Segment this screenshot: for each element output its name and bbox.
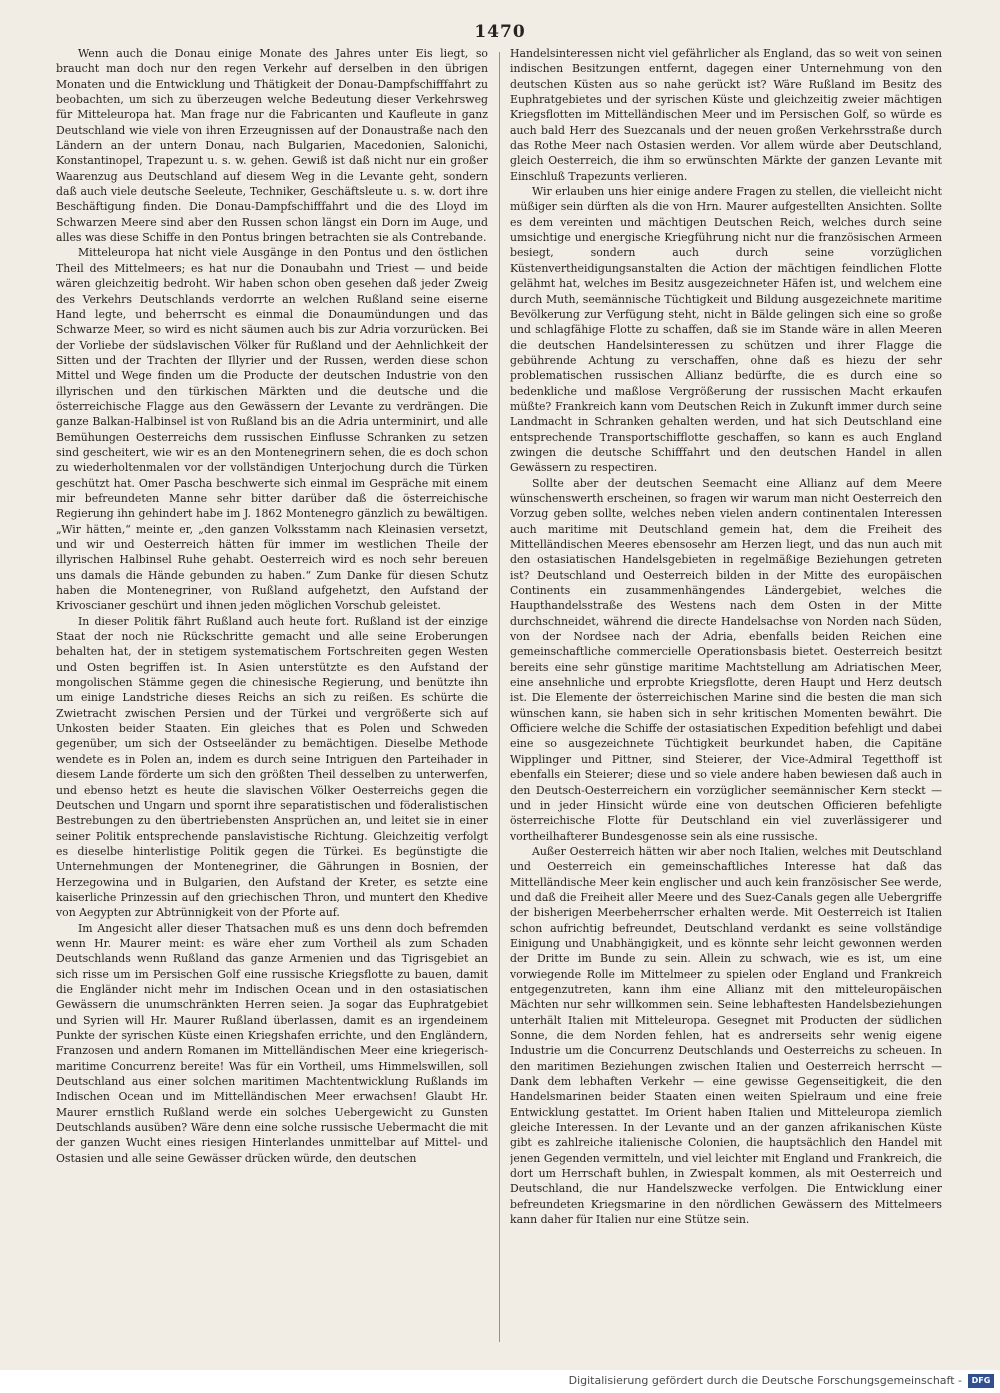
right-paragraph-1: Wir erlauben uns hier einige andere Fragen zu stellen, die vielleicht nicht müßiger sein dürften als die von Hrn. Maurer aufgestellten Ansichten. Sollte es dem vereinten und mächtigen Deutschen Reich, welches durch seine umsichtige und energische Kriegführung nicht nur die französischen Armeen besiegt, sondern auch durch seine vorzüglichen Küstenvertheidigungsanstalten die Action der mächtigen feindlichen Flotte gelähmt hat, welches im Besitz ausgezeichneter Häfen ist, und welchem eine durch Muth, seemännische Tüchtigkeit und Bildung ausgezeichnete maritime Bevölkerung zur Verfügung steht, nicht in Bälde gelingen sich eine so große und schlagfähige Flotte zu schaffen, daß sie im Stande wäre in allen Meeren die deutschen Handelsinteressen zu schützen und ihrer Flagge die gebührende Achtung zu verschaffen, ohne daß es hiezu der sehr problematischen russischen Allianz bedürfte, die es durch eine so bedenkliche und maßlose Vergrößerung der russischen Macht erkaufen müßte? Frankreich kann vom Deutschen Reich in Zukunft immer durch seine Landmacht in Schranken gehalten werden, und hat sich Deutschland eine entsprechende Transportschifflotte geschaffen, so kann es auch England zwingen die deutsche Schifffahrt und den deutschen Handel in allen Gewässern zu respectiren. (510, 185, 942, 475)
page-number: 1470 (474, 22, 526, 42)
right-paragraph-2: Sollte aber der deutschen Seemacht eine Allianz auf dem Meere wünschenswerth erscheinen, so fragen wir warum man nicht Oesterreich den Vorzug geben sollte, welches neben vielen andern continentalen Interessen auch maritime mit Deutschland gemein hat, dem die Freiheit des Mittelländischen Meeres ebensosehr am Herzen liegt, und das nun auch mit den ostasiatischen Handelsgebieten in regelmäßige Beziehungen getreten ist? Deutschland und Oesterreich bilden in der Mitte des europäischen Continents ein zusammenhängendes Ländergebiet, welches die Haupthandelsstraße des Westens nach dem Osten in der Mitte durchschneidet, während die directe Handelsachse von Norden nach Süden, von der Nordsee nach der Adria, ebenfalls beiden Reichen eine gemeinschaftliche commercielle Operationsbasis bietet. Oesterreich besitzt bereits eine sehr günstige maritime Machtstellung am Adriatischen Meer, eine ansehnliche und erprobte Kriegsflotte, deren Haupt und Herz deutsch ist. Die Elemente der österreichischen Marine sind die besten die man sich wünschen kann, sie haben sich in sehr kritischen Momenten bewährt. Die Officiere welche die Schiffe der ostasiatischen Expedition befehligt und dabei eine so ausgezeichnete Tüchtigkeit beurkundet haben, die Capitäne Wipplinger und Pittner, sind Steierer, der Vice-Admiral Tegetthoff ist ebenfalls ein Steierer; diese und so viele andere haben bewiesen daß auch in den Deutsch-Oesterreichern ein vorzüglicher seemännischer Kern steckt — und in jeder Hinsicht würde eine von deutschen Officieren befehligte österreichische Flotte für Deutschland ein viel zuverlässigerer und vortheilhafterer Bundesgenosse sein als eine russische. (510, 476, 942, 843)
dfg-logo-icon: DFG (968, 1374, 994, 1388)
left-paragraph-3: In dieser Politik fährt Rußland auch heute fort. Rußland ist der einzige Staat der noch nie Rückschritte gemacht und alle seine Eroberungen behalten hat, der in stetigem systematischem Fortschreiten gegen Westen und Osten begriffen ist. In Asien unterstützte es den Aufstand der mongolischen Stämme gegen die chinesische Regierung, und benützte ihn um einige Landstriche dieses Reichs an sich zu reißen. Es schürte die Zwietracht zwischen Persien und der Türkei und vergrößerte sich auf Unkosten beider Staaten. Ein gleiches that es Polen und Schweden gegenüber, um sich der Ostseeländer zu bemächtigen. Dieselbe Methode wendete es in Polen an, indem es durch seine Intriguen den Parteihader in diesem Lande förderte um sich den größten Theil desselben zu unterwerfen, und ebenso hetzt es heute die slavischen Völker Oesterreichs gegen die Deutschen und Ungarn und spornt ihre separatistischen und föderalistischen Bestrebungen zu den übertriebensten Ansprüchen an, und leitet sie in einer seiner Politik entsprechende panslavistische Richtung. Gleichzeitig verfolgt es dieselbe hinterlistige Politik gegen die Türkei. Es begünstigte die Unternehmungen der Montenegriner, die Gährungen in Bosnien, der Herzegowina und in Bulgarien, den Aufstand der Kreter, es setzte eine kaiserliche Prinzessin auf den griechischen Thron, und muntert den Khedive von Aegypten zur Abtrünnigkeit von der Pforte auf. (56, 614, 488, 920)
funding-credit: Digitalisierung gefördert durch die Deutsche Forschungsgemeinschaft - (568, 1374, 962, 1387)
left-paragraph-4: Im Angesicht aller dieser Thatsachen muß es uns denn doch befremden wenn Hr. Maurer meint: es wäre eher zum Vortheil als zum Schaden Deutschlands wenn Rußland das ganze Armenien und das Tigrisgebiet an sich risse um im Persischen Golf eine russische Kriegsflotte zu bauen, damit die Engländer nicht mehr im Indischen Ocean und in den ostasiatischen Gewässern die unumschränkten Herren seien. Ja sogar das Euphratgebiet und Syrien will Hr. Maurer Rußland überlassen, damit es an irgendeinem Punkte der syrischen Küste einen Kriegshafen errichte, und den Engländern, Franzosen und andern Romanen im Mittelländischen Meer eine kriegerisch-maritime Concurrenz bereite! Was für ein Vortheil, ums Himmelswillen, soll Deutschland aus einer solchen maritimen Machtentwicklung Rußlands im Indischen Ocean und im Mittelländischen Meer erwachsen! Glaubt Hr. Maurer ernstlich Rußland werde ein solches Uebergewicht zu Gunsten Deutschlands ausüben? Wäre denn eine solche russische Uebermacht die mit der ganzen Wucht eines riesigen Hinterlandes unmittelbar auf Mittel- und Ostasien und alle seine Gewässer drücken würde, den deutschen (56, 921, 488, 1165)
column-divider (499, 52, 500, 1342)
digitization-footer (0, 1370, 1000, 1393)
right-continuation-paragraph: Handelsinteressen nicht viel gefährlicher als England, das so weit von seinen indischen Besitzungen entfernt, dagegen einer Unternehmung von den deutschen Küsten aus so nahe gerückt ist? Wäre Rußland im Besitz des Euphratgebietes und der syrischen Küste und gleichzeitig zweier mächtigen Kriegsflotten im Mittelländischen Meer und im Persischen Golf, so würde es auch bald Herr des Suezcanals und der neuen großen Verkehrsstraße durch das Rothe Meer nach Ostasien werden. Vor allem würde aber Deutschland, gleich Oesterreich, die ihm so erwünschten Märkte der ganzen Levante mit Einschluß Trapezunts verlieren. (510, 47, 942, 183)
right-paragraph-3: Außer Oesterreich hätten wir aber noch Italien, welches mit Deutschland und Oesterreich ein gemeinschaftliches Interesse hat daß das Mittelländische Meer kein englischer und auch kein französischer See werde, und daß die Freiheit aller Meere und des Suez-Canals gegen alle Uebergriffe der bisherigen Meerbeherrscher erhalten werde. Mit Oesterreich ist Italien schon aufrichtig befreundet, Deutschland verdankt es seine vollständige Einigung und Unabhängigkeit, und es könnte sehr leicht gewonnen werden der Dritte im Bunde zu sein. Allein zu schwach, wie es ist, um eine vorwiegende Rolle im Mittelmeer zu spielen oder England und Frankreich entgegenzutreten, kann ihm eine Allianz mit den mitteleuropäischen Mächten nur sehr willkommen sein. Seine lebhaftesten Handelsbeziehungen unterhält Italien mit Mitteleuropa. Gesegnet mit Producten der südlichen Sonne, die dem Norden fehlen, hat es andrerseits sehr wenig eigene Industrie um die Concurrenz Deutschlands und Oesterreichs zu scheuen. In den maritimen Beziehungen zwischen Italien und Oesterreich herrscht — Dank dem lebhaften Verkehr — eine gewisse Gegenseitigkeit, die den Handelsmarinen beider Staaten einen weiten Spielraum und eine freie Entwicklung gestattet. Im Orient haben Italien und Mitteleuropa ziemlich gleiche Interessen. In der Levante und an der ganzen afrikanischen Küste gibt es zahlreiche italienische Colonien, die hauptsächlich den Handel mit jenen Gegenden vermitteln, und viel leichter mit England und Frankreich, die dort um Herrschaft buhlen, in Zwiespalt kommen, als mit Oesterreich und Deutschland, die nur Handelszwecke verfolgen. Die Entwicklung einer befreundeten Kriegsmarine in den nördlichen Gewässern des Mittelmeers kann daher für Italien nur eine Stütze sein. (510, 844, 942, 1227)
right-column (510, 46, 942, 1346)
left-column (56, 46, 488, 1346)
left-paragraph-1: Wenn auch die Donau einige Monate des Jahres unter Eis liegt, so braucht man doch nur den regen Verkehr auf derselben in den übrigen Monaten und die Entwicklung und Thätigkeit der Donau-Dampfschifffahrt zu beobachten, um sich zu überzeugen welche Bedeutung dieser Verkehrsweg für Mitteleuropa hat. Man frage nur die Fabricanten und Kaufleute in ganz Deutschland wie viele von ihren Erzeugnissen auf der Donaustraße nach den Ländern an der untern Donau, nach Bulgarien, Macedonien, Salonichi, Konstantinopel, Trapezunt u. s. w. gehen. Gewiß ist daß nicht nur ein großer Waarenzug aus Deutschland auf diesem Weg in die Levante geht, sondern daß auch viele deutsche Seeleute, Techniker, Geschäftsleute u. s. w. dort ihre Beschäftigung finden. Die Donau-Dampfschifffahrt und die des Lloyd im Schwarzen Meere sind aber den Russen schon längst ein Dorn im Auge, und alles was diese Schiffe in den Pontus bringen betrachten sie als Contrebande. (56, 47, 488, 245)
left-paragraph-2: Mitteleuropa hat nicht viele Ausgänge in den Pontus und den östlichen Theil des Mittelmeers; es hat nur die Donaubahn und Triest — und beide wären gleichzeitig bedroht. Wir haben schon oben gesehen daß jeder Zweig des Verkehrs Deutschlands verdorrte an welchen Rußland seine eiserne Hand legte, und beherrscht es einmal die Donaumündungen und das Schwarze Meer, so wird es nicht säumen auch bis zur Adria vorzurücken. Bei der Vorliebe der südslavischen Völker für Rußland und der Aehnlichkeit der Sitten und der Trachten der Illyrier und der Russen, werden diese schon Mittel und Wege finden um die Producte der deutschen Industrie von den illyrischen und den türkischen Märkten und die deutsche und die österreichische Flagge aus den Gewässern der Levante zu verdrängen. Die ganze Balkan-Halbinsel ist von Rußland bis an die Adria unterminirt, und alle Bemühungen Oesterreichs dem russischen Einflusse Schranken zu setzen sind gescheitert, wie wir es an den Montenegrinern sehen, die es doch schon zu wiederholtenmalen vor der vollständigen Unterjochung durch die Türken geschützt hat. Omer Pascha beschwerte sich einmal im Gespräche mit einem mir befreundeten Manne sehr bitter darüber daß die österreichische Regierung ihn gehindert habe im J. 1862 Montenegro gänzlich zu bewältigen. „Wir hätten,“ meinte er, „den ganzen Volksstamm nach Kleinasien versetzt, und wir und Oesterreich hätten für immer im westlichen Theile der illyrischen Halbinsel Ruhe gehabt. Oesterreich wird es noch sehr bereuen uns damals die Hände gebunden zu haben.“ Zum Danke für diesen Schutz haben die Montenegriner, von Rußland aufgehetzt, den Aufstand der Krivoscianer geschürt und ihnen jeden möglichen Vorschub geleistet. (56, 246, 488, 613)
